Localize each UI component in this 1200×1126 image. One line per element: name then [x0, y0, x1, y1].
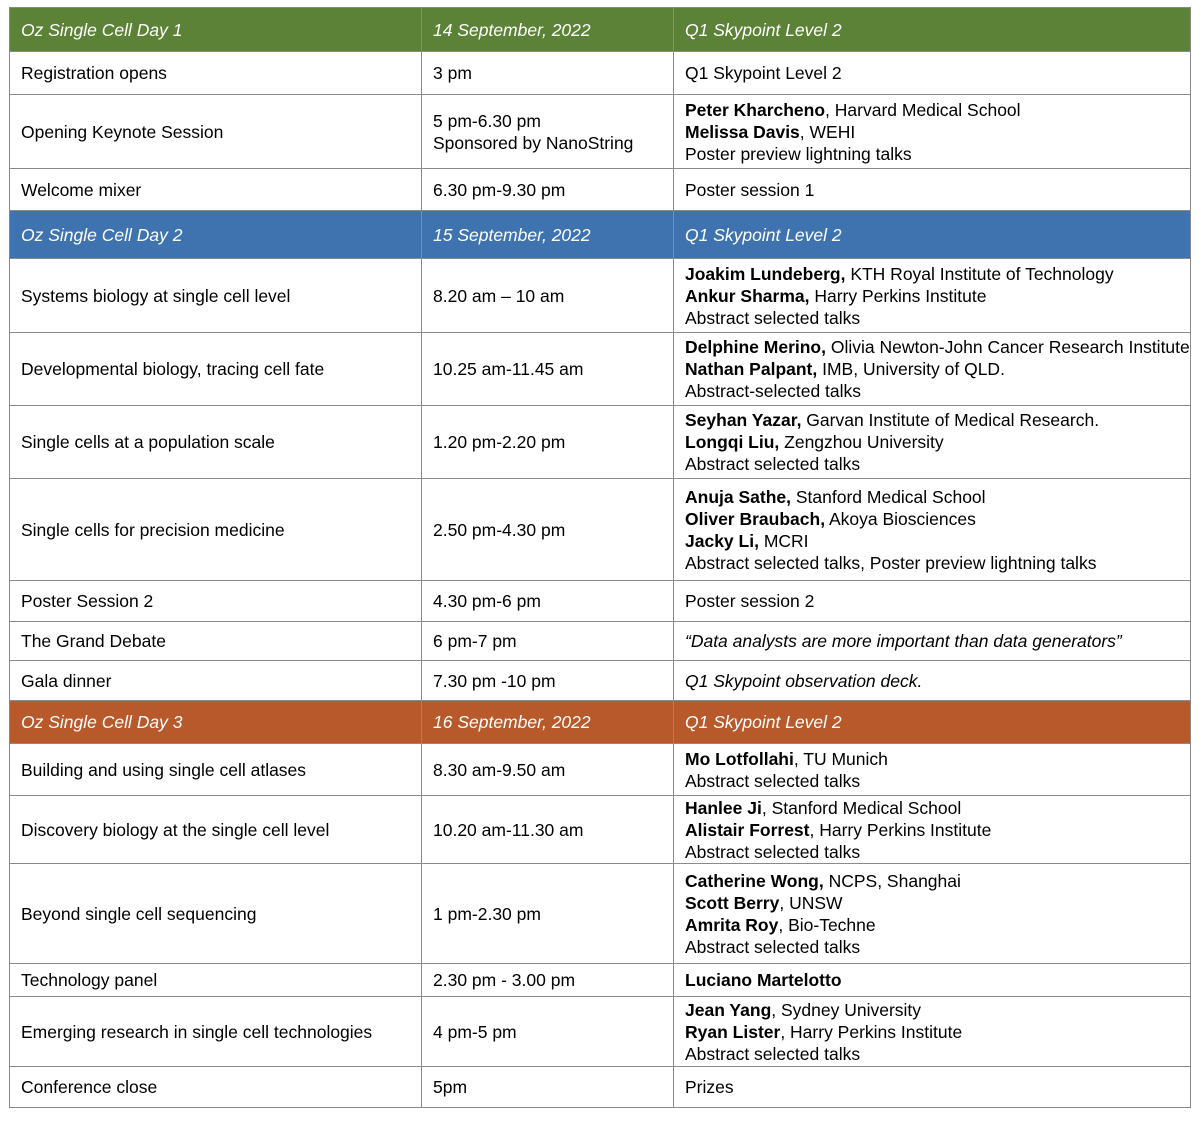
table-row [10, 95, 1191, 169]
session-name: Welcome mixer [10, 169, 422, 211]
speaker-name: Delphine Merino, [685, 337, 826, 357]
speaker [685, 409, 1182, 431]
speaker [685, 530, 1182, 552]
table-row [10, 259, 1191, 333]
speaker-affiliation: NCPS, Shanghai [823, 870, 961, 891]
session-detail: Poster session 1 [674, 169, 1191, 211]
session-detail [674, 333, 1191, 406]
speaker [685, 121, 1182, 143]
speaker-affiliation: , Harvard Medical School [825, 99, 1021, 120]
speaker [685, 819, 1182, 841]
session-time: 4 pm-5 pm [422, 997, 674, 1067]
speaker-name: Ryan Lister [685, 1021, 781, 1042]
session-note: Poster preview lightning talks [685, 143, 912, 164]
session-time: 1 pm-2.30 pm [422, 864, 674, 964]
session-time: 6 pm-7 pm [422, 622, 674, 661]
day-date: 14 September, 2022 [422, 8, 674, 52]
table-row [10, 333, 1191, 406]
speaker-name: Seyhan Yazar, [685, 410, 802, 430]
session-detail: “Data analysts are more important than data generators” [674, 622, 1191, 661]
speaker-affiliation: , Harry Perkins Institute [809, 819, 992, 840]
speaker-affiliation: Olivia Newton-John Cancer Research Institute [825, 337, 1190, 357]
speaker [685, 336, 1190, 358]
session-time [422, 95, 674, 169]
day-header-row [10, 8, 1191, 52]
speaker [685, 1021, 1182, 1043]
session-detail: Prizes [674, 1067, 1191, 1108]
speaker-affiliation: , Sydney University [771, 999, 922, 1020]
speaker-affiliation: , TU Munich [793, 748, 888, 769]
table-row [10, 964, 1191, 997]
table-row [10, 661, 1191, 701]
session-note: Abstract selected talks [685, 307, 861, 328]
session-name: Developmental biology, tracing cell fate [10, 333, 422, 406]
speaker [685, 999, 1182, 1021]
speaker-name: Ankur Sharma, [685, 285, 810, 306]
session-name: Registration opens [10, 52, 422, 95]
table-row [10, 581, 1191, 622]
session-name: Emerging research in single cell technologies [10, 997, 422, 1067]
table-row [10, 997, 1191, 1067]
session-name: The Grand Debate [10, 622, 422, 661]
table-row [10, 479, 1191, 581]
table-row [10, 622, 1191, 661]
speaker-name: Catherine Wong, [685, 870, 824, 891]
session-detail [674, 95, 1191, 169]
day-header-row [10, 211, 1191, 259]
speaker-name: Jean Yang [685, 999, 772, 1020]
session-note: Abstract selected talks [685, 454, 861, 474]
day-date: 16 September, 2022 [422, 701, 674, 744]
speaker [685, 914, 1182, 936]
speaker-affiliation: , Harry Perkins Institute [780, 1021, 963, 1042]
speaker-name: Melissa Davis [685, 121, 800, 142]
speaker-name: Longqi Liu, [685, 432, 780, 452]
session-name: Opening Keynote Session [10, 95, 422, 169]
session-time: 10.25 am-11.45 am [422, 333, 674, 406]
table-row [10, 864, 1191, 964]
session-note: Abstract selected talks [685, 841, 861, 862]
session-time: 4.30 pm-6 pm [422, 581, 674, 622]
day-title: Oz Single Cell Day 1 [10, 8, 422, 52]
speaker-affiliation: , Stanford Medical School [761, 797, 962, 818]
speaker [685, 870, 1182, 892]
session-name: Poster Session 2 [10, 581, 422, 622]
speaker [685, 892, 1182, 914]
day-title: Oz Single Cell Day 3 [10, 701, 422, 744]
session-detail: Q1 Skypoint observation deck. [674, 661, 1191, 701]
session-time: 2.30 pm - 3.00 pm [422, 964, 674, 997]
table-row [10, 406, 1191, 479]
speaker-name: Nathan Palpant, [685, 359, 818, 379]
speaker-name: Scott Berry [685, 892, 780, 913]
session-name: Discovery biology at the single cell level [10, 796, 422, 864]
speaker [685, 748, 1182, 770]
day-title: Oz Single Cell Day 2 [10, 211, 422, 259]
speaker-affiliation: , WEHI [799, 121, 856, 142]
speaker-name: Anuja Sathe, [685, 486, 791, 507]
speaker-affiliation: MCRI [758, 530, 809, 551]
schedule-table [9, 7, 1191, 1108]
session-name: Conference close [10, 1067, 422, 1108]
session-time: 1.20 pm-2.20 pm [422, 406, 674, 479]
session-name: Single cells at a population scale [10, 406, 422, 479]
speaker [685, 358, 1182, 380]
session-time: 3 pm [422, 52, 674, 95]
session-note: Abstract selected talks [685, 770, 861, 791]
session-detail [674, 744, 1191, 796]
speaker-name: Amrita Roy [685, 914, 779, 935]
speaker-affiliation: Garvan Institute of Medical Research. [801, 410, 1100, 430]
speaker-name: Oliver Braubach, [685, 508, 826, 529]
speaker [685, 508, 1182, 530]
speaker-name: Hanlee Ji [685, 797, 762, 818]
session-note: Abstract selected talks [685, 1043, 861, 1064]
session-sponsor: Sponsored by NanoString [433, 132, 634, 153]
speaker-affiliation: Stanford Medical School [791, 486, 986, 507]
speaker-affiliation: IMB, University of QLD. [817, 359, 1005, 379]
speaker-name: Jacky Li, [685, 530, 759, 551]
speaker-affiliation: Harry Perkins Institute [809, 285, 987, 306]
session-time-line: 5 pm-6.30 pm [433, 110, 541, 131]
speaker [685, 431, 1182, 453]
session-detail: Poster session 2 [674, 581, 1191, 622]
speaker-name: Peter Kharcheno [685, 99, 826, 120]
speaker [685, 486, 1182, 508]
speaker-affiliation: Zengzhou University [779, 432, 944, 452]
session-time: 7.30 pm -10 pm [422, 661, 674, 701]
session-name: Beyond single cell sequencing [10, 864, 422, 964]
session-name: Building and using single cell atlases [10, 744, 422, 796]
table-row [10, 744, 1191, 796]
day-date: 15 September, 2022 [422, 211, 674, 259]
session-time: 8.20 am – 10 am [422, 259, 674, 333]
session-name: Single cells for precision medicine [10, 479, 422, 581]
speaker-name: Alistair Forrest [685, 819, 810, 840]
table-row [10, 1067, 1191, 1108]
speaker-name: Joakim Lundeberg, [685, 263, 846, 284]
session-detail [674, 997, 1191, 1067]
day-venue: Q1 Skypoint Level 2 [674, 701, 1191, 744]
session-name: Systems biology at single cell level [10, 259, 422, 333]
day-header-row [10, 701, 1191, 744]
session-note: Abstract-selected talks [685, 381, 862, 401]
session-name: Technology panel [10, 964, 422, 997]
table-row [10, 796, 1191, 864]
table-row [10, 169, 1191, 211]
session-detail [674, 479, 1191, 581]
session-note: Abstract selected talks [685, 936, 861, 957]
session-detail: Luciano Martelotto [674, 964, 1191, 997]
day-venue: Q1 Skypoint Level 2 [674, 8, 1191, 52]
day-venue: Q1 Skypoint Level 2 [674, 211, 1191, 259]
session-name: Gala dinner [10, 661, 422, 701]
session-detail [674, 796, 1191, 864]
session-detail [674, 406, 1191, 479]
session-time: 6.30 pm-9.30 pm [422, 169, 674, 211]
session-note: Abstract selected talks, Poster preview lightning talks [685, 552, 1097, 573]
speaker-name: Mo Lotfollahi [685, 748, 794, 769]
speaker-affiliation: , UNSW [779, 892, 843, 913]
session-detail: Q1 Skypoint Level 2 [674, 52, 1191, 95]
speaker [685, 263, 1182, 285]
session-time: 5pm [422, 1067, 674, 1108]
speaker [685, 797, 1182, 819]
session-time: 8.30 am-9.50 am [422, 744, 674, 796]
session-detail [674, 259, 1191, 333]
speaker-affiliation: Akoya Biosciences [825, 508, 976, 529]
session-time: 10.20 am-11.30 am [422, 796, 674, 864]
session-detail [674, 864, 1191, 964]
speaker-affiliation: KTH Royal Institute of Technology [845, 263, 1114, 284]
speaker-affiliation: , Bio-Techne [778, 914, 876, 935]
speaker [685, 285, 1182, 307]
speaker [685, 99, 1182, 121]
session-time: 2.50 pm-4.30 pm [422, 479, 674, 581]
table-row [10, 52, 1191, 95]
